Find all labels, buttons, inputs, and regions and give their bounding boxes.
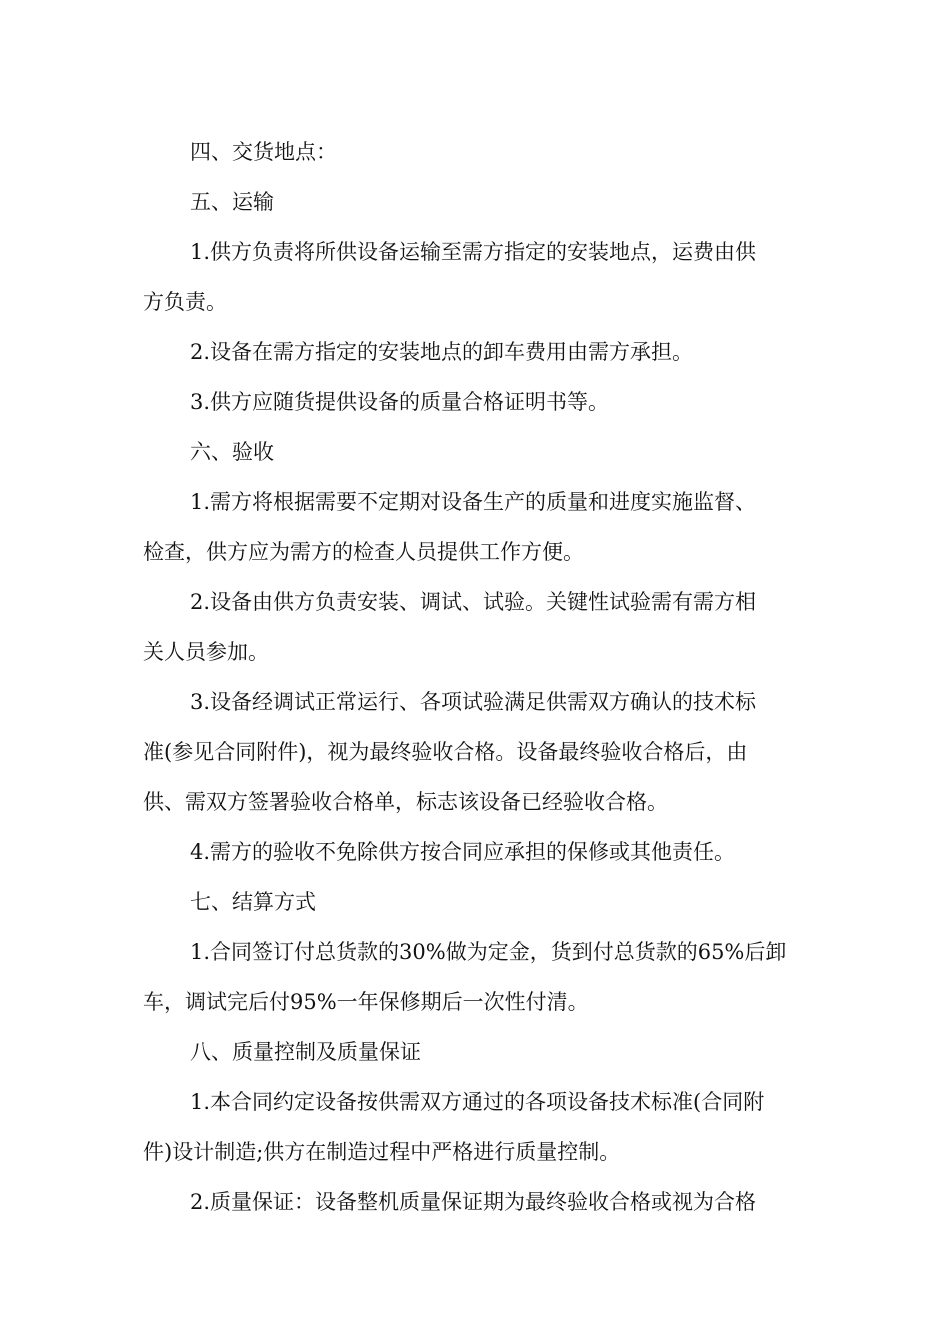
paragraph-line: 1.合同签订付总货款的30%做为定金，货到付总货款的65%后卸 [190, 940, 787, 964]
paragraph-line: 方负责。 [143, 290, 227, 314]
paragraph-line: 2.质量保证：设备整机质量保证期为最终验收合格或视为合格 [190, 1190, 757, 1214]
paragraph-line: 3.设备经调试正常运行、各项试验满足供需双方确认的技术标 [190, 690, 757, 714]
heading-acceptance: 六、验收 [190, 440, 274, 464]
paragraph-line: 2.设备在需方指定的安装地点的卸车费用由需方承担。 [190, 340, 694, 364]
paragraph-line: 1.需方将根据需要不定期对设备生产的质量和进度实施监督、 [190, 490, 757, 514]
paragraph-line: 1.供方负责将所供设备运输至需方指定的安装地点，运费由供 [190, 240, 757, 264]
paragraph-line: 1.本合同约定设备按供需双方通过的各项设备技术标准(合同附 [190, 1090, 765, 1114]
paragraph-line: 车，调试完后付95%一年保修期后一次性付清。 [143, 990, 589, 1014]
heading-delivery-location: 四、交货地点： [190, 140, 337, 164]
paragraph-line: 供、需双方签署验收合格单，标志该设备已经验收合格。 [143, 790, 668, 814]
paragraph-line: 4.需方的验收不免除供方按合同应承担的保修或其他责任。 [190, 840, 736, 864]
paragraph-line: 准(参见合同附件)，视为最终验收合格。设备最终验收合格后，由 [143, 740, 748, 764]
paragraph-line: 件)设计制造;供方在制造过程中严格进行质量控制。 [143, 1140, 621, 1164]
heading-settlement: 七、结算方式 [190, 890, 316, 914]
paragraph-line: 3.供方应随货提供设备的质量合格证明书等。 [190, 390, 610, 414]
paragraph-line: 检查，供方应为需方的检查人员提供工作方便。 [143, 540, 584, 564]
heading-quality: 八、质量控制及质量保证 [190, 1040, 421, 1064]
paragraph-line: 关人员参加。 [143, 640, 269, 664]
paragraph-line: 2.设备由供方负责安装、调试、试验。关键性试验需有需方相 [190, 590, 757, 614]
heading-transport: 五、运输 [190, 190, 274, 214]
